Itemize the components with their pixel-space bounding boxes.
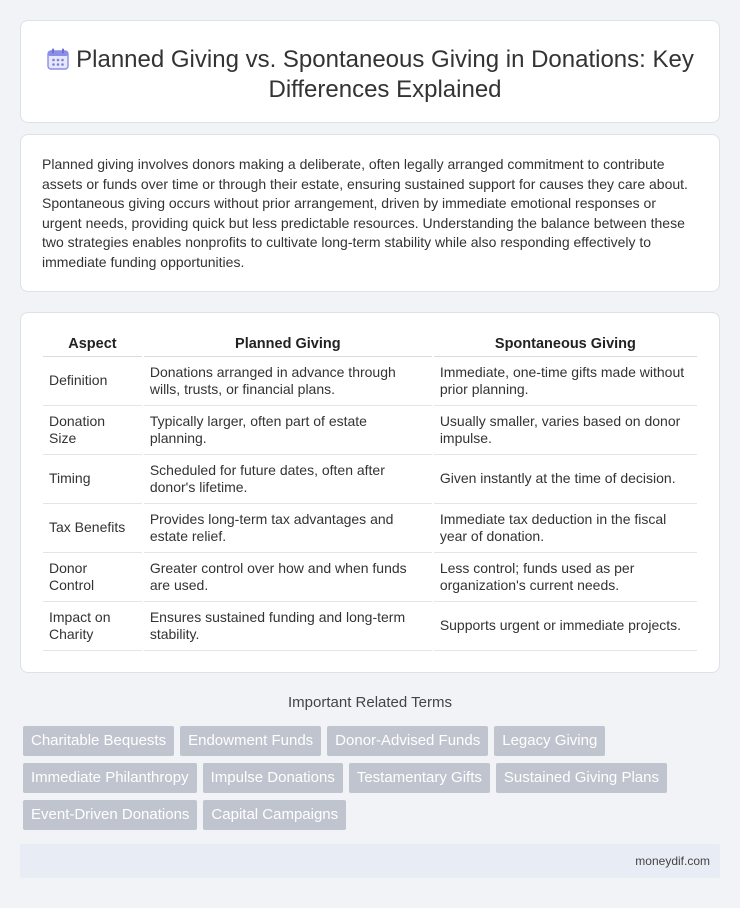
column-header-planned: Planned Giving [144, 331, 432, 357]
table-row [43, 504, 697, 553]
table-cell-aspect: Donation Size [43, 406, 142, 455]
related-term-tag[interactable]: Endowment Funds [180, 726, 321, 756]
table-header-row [43, 331, 697, 357]
table-cell-planned: Provides long-term tax advantages and estate relief. [144, 504, 432, 553]
table-row [43, 357, 697, 406]
table-cell-spontaneous: Supports urgent or immediate projects. [434, 602, 697, 651]
related-term-tag[interactable]: Charitable Bequests [23, 726, 174, 756]
table-cell-spontaneous: Immediate tax deduction in the fiscal year of donation. [434, 504, 697, 553]
table-cell-spontaneous: Less control; funds used as per organization's current needs. [434, 553, 697, 602]
column-header-spontaneous: Spontaneous Giving [434, 331, 697, 357]
table-cell-spontaneous: Given instantly at the time of decision. [434, 455, 697, 504]
table-row [43, 406, 697, 455]
table-cell-aspect: Timing [43, 455, 142, 504]
table-cell-aspect: Donor Control [43, 553, 142, 602]
table-cell-planned: Greater control over how and when funds are used. [144, 553, 432, 602]
related-term-tag[interactable]: Capital Campaigns [203, 800, 346, 830]
related-term-tag[interactable]: Legacy Giving [494, 726, 605, 756]
table-cell-spontaneous: Usually smaller, varies based on donor impulse. [434, 406, 697, 455]
footer-site-link[interactable]: moneydif.com [635, 854, 710, 868]
table-row [43, 602, 697, 651]
intro-paragraph: Planned giving involves donors making a deliberate, often legally arranged commitment to contribute assets or funds over time or through their estate, ensuring sustained support for causes they care about. Spontaneous giving occurs without prior arrangement, driven by immediate emotional responses or urgent needs, providing quick but less predictable resources. Understanding the balance between these two strategies enables nonprofits to cultivate long-term stability while also responding effectively to immediate funding opportunities. [42, 156, 688, 270]
footer [20, 844, 720, 878]
table-cell-spontaneous: Immediate, one-time gifts made without prior planning. [434, 357, 697, 406]
title-card [20, 20, 720, 123]
related-term-tag[interactable]: Impulse Donations [203, 763, 343, 793]
table-cell-aspect: Definition [43, 357, 142, 406]
calendar-icon [47, 48, 69, 70]
table-row [43, 455, 697, 504]
table-cell-aspect: Tax Benefits [43, 504, 142, 553]
table-cell-planned: Donations arranged in advance through wills, trusts, or financial plans. [144, 357, 432, 406]
related-term-tag[interactable]: Event-Driven Donations [23, 800, 197, 830]
column-header-aspect: Aspect [43, 331, 142, 357]
related-term-tag[interactable]: Sustained Giving Plans [496, 763, 667, 793]
related-term-tag[interactable]: Testamentary Gifts [349, 763, 490, 793]
related-terms-heading: Important Related Terms [288, 694, 452, 711]
related-terms-list [20, 726, 720, 837]
table-cell-planned: Ensures sustained funding and long-term stability. [144, 602, 432, 651]
table-row [43, 553, 697, 602]
comparison-table [41, 331, 699, 651]
page-title: Planned Giving vs. Spontaneous Giving in Donations: Key Differences Explained [76, 46, 694, 103]
table-cell-planned: Typically larger, often part of estate planning. [144, 406, 432, 455]
table-cell-planned: Scheduled for future dates, often after donor's lifetime. [144, 455, 432, 504]
table-cell-aspect: Impact on Charity [43, 602, 142, 651]
intro-card [20, 134, 720, 292]
related-term-tag[interactable]: Immediate Philanthropy [23, 763, 197, 793]
related-term-tag[interactable]: Donor-Advised Funds [327, 726, 488, 756]
comparison-table-card [20, 312, 720, 673]
